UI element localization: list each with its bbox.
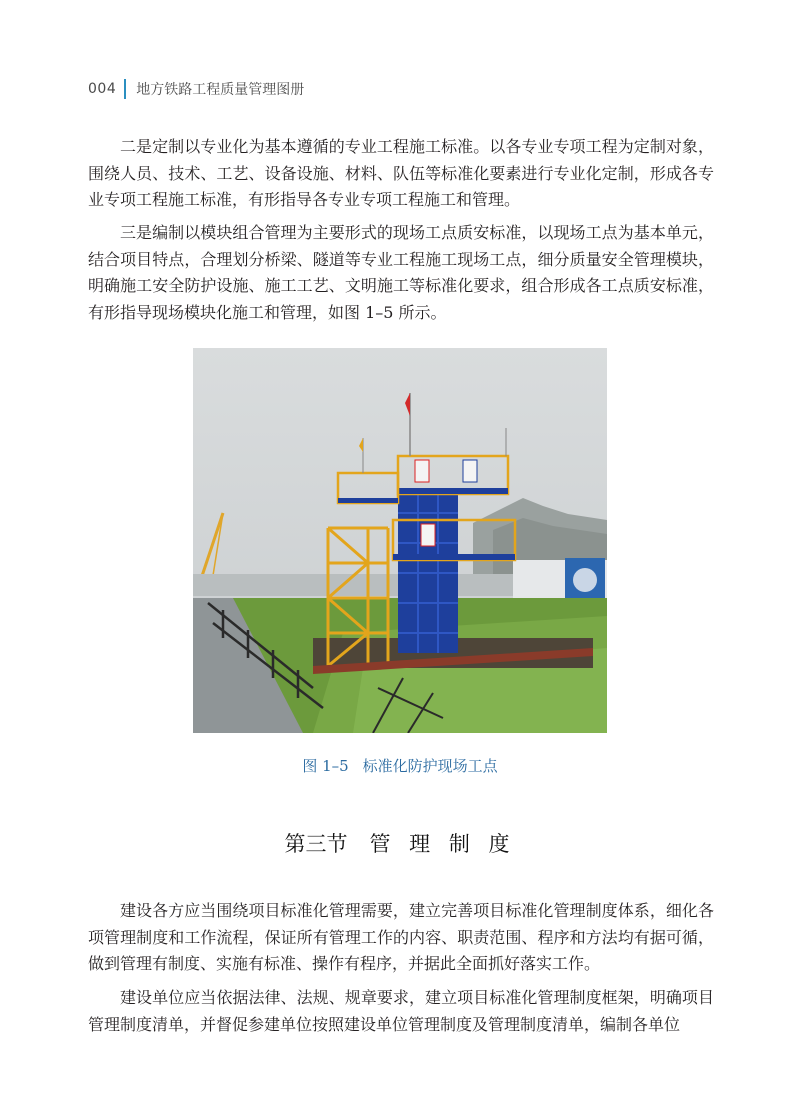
body-paragraph: 三是编制以模块组合管理为主要形式的现场工点质安标准，以现场工点为基本单元，结合项目特点，合理划分桥梁、隧道等专业工程施工现场工点，细分质量安全管理模块，明确施工安全防护设施、施工工艺、文明施工等标准化要求，组合形成各工点质安标准，有形指导现场模块化施工和管理，如图 1–5 所示。 (88, 223, 714, 322)
figure-caption (0, 755, 800, 776)
body-paragraph: 建设单位应当依据法律、法规、规章要求，建立项目标准化管理制度框架，明确项目管理制度清单，并督促参建单位按照建设单位管理制度及管理制度清单，编制各单位 (88, 988, 714, 1034)
figure-label: 图 1–5 (302, 757, 349, 775)
body-paragraph: 建设各方应当围绕项目标准化管理需要，建立完善项目标准化管理制度体系，细化各项管理制度和工作流程，保证所有管理工作的内容、职责范围、程序和方法均有据可循，做到管理有制度、实施有标准、操作有程序，并据此全面抓好落实工作。 (88, 901, 714, 973)
running-header (88, 78, 304, 100)
section-number: 第三节 (284, 832, 348, 856)
section-title: 管 理 制 度 (369, 832, 516, 856)
body-paragraph: 二是定制以专业化为基本遵循的专业工程施工标准。以各专业专项工程为定制对象，围绕人员、技术、工艺、设备设施、材料、队伍等标准化要素进行专业化定制，形成各专业专项工程施工标准，有形指导各专业专项工程施工和管理。 (88, 137, 714, 209)
book-title: 地方铁路工程质量管理图册 (136, 82, 305, 98)
section-heading (0, 828, 800, 858)
page-number: 004 (88, 81, 117, 97)
header-divider (124, 79, 126, 99)
figure-caption-text: 标准化防护现场工点 (362, 757, 498, 775)
construction-site-photo (193, 348, 607, 733)
